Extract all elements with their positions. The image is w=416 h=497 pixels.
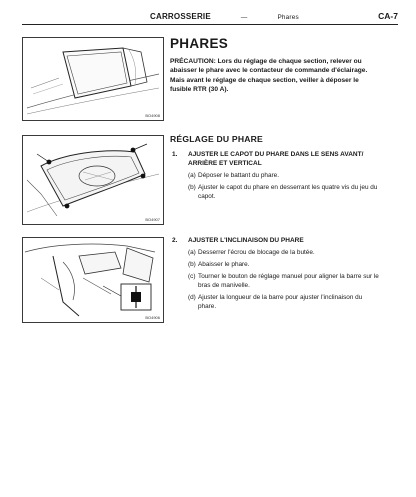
headlight-open-illustration: [23, 38, 163, 120]
page-header: [150, 12, 299, 22]
step-2-block: [170, 230, 380, 311]
figure-code: BO4907: [145, 217, 160, 222]
step-text: AJUSTER L'INCLINAISON DU PHARE: [188, 237, 304, 244]
header-section: CARROSSERIE: [150, 12, 211, 21]
headlight-cover-illustration: [23, 136, 163, 224]
step-2-sub-d: [170, 293, 380, 311]
sub-label: (b): [188, 261, 196, 268]
step-1-sub-b: [170, 183, 380, 201]
figure-headlight-open: [22, 37, 164, 121]
sub-text: Ajuster le capot du phare en desserrant les quatre vis du jeu du capot.: [198, 184, 378, 200]
step-1: [170, 150, 380, 168]
sub-text: Déposer le battant du phare.: [198, 172, 280, 179]
figure-code: BO4908: [145, 113, 160, 118]
sub-label: (a): [188, 172, 196, 179]
page-title: PHARES: [170, 36, 229, 51]
step-1-sub-a: [170, 171, 380, 180]
step-2: [170, 236, 380, 245]
sub-label: (a): [188, 249, 196, 256]
header-subsection: Phares: [277, 14, 299, 21]
figure-headlight-tilt-adjust: [22, 237, 164, 323]
sub-text: Tourner le bouton de réglage manuel pour aligner la barre sur le bras de manivelle.: [198, 273, 379, 289]
section-title: RÉGLAGE DU PHARE: [170, 134, 263, 144]
header-rule: [22, 24, 398, 25]
precaution-text: Lors du réglage de chaque section, relever ou abaisser le phare avec le contacteur de commande d'éclairage. Mais avant le réglage de chaque section, veiller à déposer le fusible RTR (30 A).: [170, 58, 368, 94]
sub-text: Abaisser le phare.: [198, 261, 250, 268]
adjustment-section: [170, 134, 380, 201]
step-2-sub-a: [170, 248, 380, 257]
figure-code: BO4906: [145, 315, 160, 320]
header-separator: —: [238, 14, 250, 21]
step-2-sub-b: [170, 260, 380, 269]
sub-label: (c): [188, 273, 196, 280]
sub-text: Desserrer l'écrou de blocage de la butée.: [198, 249, 315, 256]
step-text: AJUSTER LE CAPOT DU PHARE DANS LE SENS AVANT/ ARRIÈRE ET VERTICAL: [188, 151, 364, 167]
step-number: 2.: [172, 237, 178, 244]
page-number: CA-7: [378, 11, 398, 21]
intro-block: [170, 36, 380, 95]
precaution-note: [170, 57, 380, 95]
figure-headlight-cover-screws: [22, 135, 164, 225]
step-number: 1.: [172, 151, 178, 158]
headlight-tilt-illustration: [23, 238, 163, 322]
sub-label: (d): [188, 294, 196, 301]
step-2-sub-c: [170, 272, 380, 290]
sub-text: Ajuster la longueur de la barre pour ajuster l'inclinaison du phare.: [198, 294, 363, 310]
precaution-label: PRÉCAUTION:: [170, 58, 216, 65]
sub-label: (b): [188, 184, 196, 191]
